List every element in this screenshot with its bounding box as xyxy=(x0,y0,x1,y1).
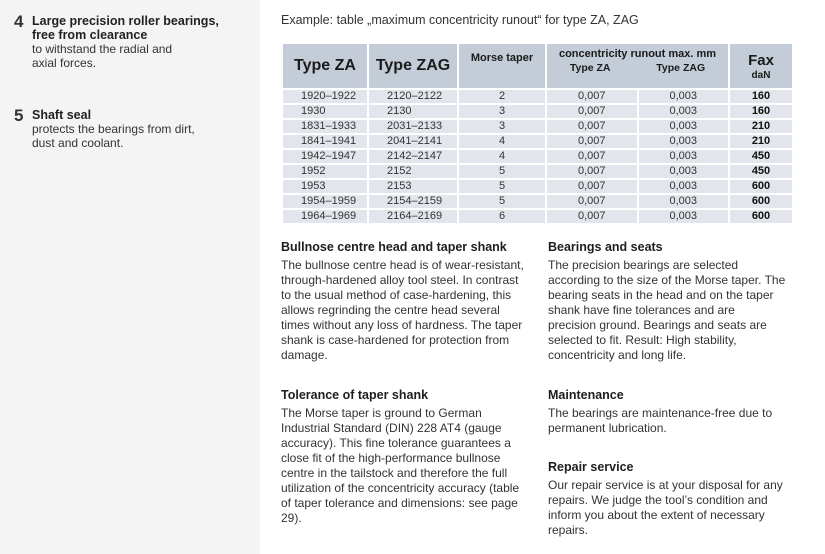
cell-morse-taper: 5 xyxy=(459,165,545,178)
cell-fax: 450 xyxy=(730,165,792,178)
header-concentricity-label: concentricity runout max. mm xyxy=(558,48,717,60)
header-concentricity xyxy=(547,44,728,88)
example-caption: Example: table „maximum concentricity runout“ for type ZA, ZAG xyxy=(281,13,639,27)
cell-type-za: 1831–1933 xyxy=(283,120,367,133)
cell-type-za: 1920–1922 xyxy=(283,90,367,103)
section-text: Our repair service is at your disposal for any repairs. We judge the tool’s condition and inform you about the extent of necessary repairs. xyxy=(548,478,783,537)
cell-fax: 160 xyxy=(730,105,792,118)
cell-runout-zag: 0,003 xyxy=(639,180,729,193)
header-type-zag: Type ZAG xyxy=(369,44,457,88)
feature-desc-line2: axial forces. xyxy=(32,56,97,70)
concentricity-table xyxy=(281,42,794,225)
cell-fax: 600 xyxy=(730,180,792,193)
cell-type-za: 1952 xyxy=(283,165,367,178)
header-fax xyxy=(730,44,792,88)
cell-type-za: 1953 xyxy=(283,180,367,193)
header-morse-taper: Morse taper xyxy=(459,44,545,88)
cell-runout-zag: 0,003 xyxy=(639,135,729,148)
section-title: Maintenance xyxy=(548,388,624,402)
cell-runout-za: 0,007 xyxy=(547,165,637,178)
table-row xyxy=(283,150,792,163)
table-row xyxy=(283,180,792,193)
section-repair xyxy=(548,460,803,538)
feature-4 xyxy=(14,14,244,70)
feature-title-line1: Shaft seal xyxy=(32,108,92,122)
table-row xyxy=(283,135,792,148)
cell-type-zag: 2041–2141 xyxy=(369,135,457,148)
cell-type-zag: 2142–2147 xyxy=(369,150,457,163)
feature-desc-line2: dust and coolant. xyxy=(32,136,124,150)
cell-morse-taper: 3 xyxy=(459,120,545,133)
header-sub-type-zag: Type ZAG xyxy=(656,62,706,74)
cell-type-zag: 2153 xyxy=(369,180,457,193)
cell-type-zag: 2164–2169 xyxy=(369,210,457,223)
cell-runout-za: 0,007 xyxy=(547,210,637,223)
cell-runout-za: 0,007 xyxy=(547,120,637,133)
cell-runout-zag: 0,003 xyxy=(639,90,729,103)
section-text: The bearings are maintenance-free due to permanent lubrication. xyxy=(548,406,773,435)
cell-type-za: 1954–1959 xyxy=(283,195,367,208)
cell-morse-taper: 4 xyxy=(459,135,545,148)
cell-type-zag: 2120–2122 xyxy=(369,90,457,103)
header-fax-label: Fax xyxy=(748,52,774,69)
header-sub-type-za: Type ZA xyxy=(569,62,611,74)
cell-runout-zag: 0,003 xyxy=(639,210,729,223)
cell-morse-taper: 3 xyxy=(459,105,545,118)
cell-runout-zag: 0,003 xyxy=(639,195,729,208)
cell-fax: 600 xyxy=(730,210,792,223)
section-maintenance xyxy=(548,388,796,436)
table-body xyxy=(283,90,792,223)
cell-type-za: 1930 xyxy=(283,105,367,118)
cell-runout-zag: 0,003 xyxy=(639,105,729,118)
section-bearings xyxy=(548,240,786,363)
cell-type-zag: 2154–2159 xyxy=(369,195,457,208)
cell-runout-za: 0,007 xyxy=(547,90,637,103)
cell-type-zag: 2031–2133 xyxy=(369,120,457,133)
table-row xyxy=(283,120,792,133)
section-bullnose xyxy=(281,240,529,363)
table-row xyxy=(283,105,792,118)
left-sidebar-panel xyxy=(0,0,260,554)
cell-runout-za: 0,007 xyxy=(547,105,637,118)
feature-5 xyxy=(14,108,244,150)
cell-runout-zag: 0,003 xyxy=(639,165,729,178)
feature-desc-line1: protects the bearings from dirt, xyxy=(32,122,195,136)
section-text: The bullnose centre head is of wear-resistant, through-hardened alloy tool steel. In contrast to the usual method of case-hardening, this allows regrinding the centre head several times without any loss of hardness. The taper shank is case-hardened for protection from damage. xyxy=(281,258,524,362)
cell-fax: 210 xyxy=(730,120,792,133)
section-title: Bearings and seats xyxy=(548,240,663,254)
table-row xyxy=(283,165,792,178)
cell-runout-za: 0,007 xyxy=(547,195,637,208)
section-text: The precision bearings are selected according to the size of the Morse taper. The bearing seats in the head and on the taper shank have fine tolerances and are precision ground. Bearings and seats are selected to fit. Result: High stability, concentricity and long life. xyxy=(548,258,786,362)
header-fax-unit: daN xyxy=(751,70,771,81)
table-row xyxy=(283,90,792,103)
cell-runout-za: 0,007 xyxy=(547,135,637,148)
cell-runout-za: 0,007 xyxy=(547,150,637,163)
cell-fax: 450 xyxy=(730,150,792,163)
cell-fax: 160 xyxy=(730,90,792,103)
section-title: Tolerance of taper shank xyxy=(281,388,429,402)
table-row xyxy=(283,195,792,208)
section-text: The Morse taper is ground to German Industrial Standard (DIN) 228 AT4 (gauge accuracy). This fine tolerance guarantees a close fit of the high-performance bullnose centre in the tailstock and therefore the full utilization of the concentricity accuracy (table of taper tolerance and dimensions: see page 29). xyxy=(281,406,520,525)
feature-title-line2: free from clearance xyxy=(32,28,148,42)
cell-morse-taper: 4 xyxy=(459,150,545,163)
cell-type-za: 1942–1947 xyxy=(283,150,367,163)
cell-runout-zag: 0,003 xyxy=(639,150,729,163)
cell-type-za: 1964–1969 xyxy=(283,210,367,223)
cell-type-za: 1841–1941 xyxy=(283,135,367,148)
cell-type-zag: 2152 xyxy=(369,165,457,178)
header-type-za: Type ZA xyxy=(283,44,367,88)
cell-morse-taper: 2 xyxy=(459,90,545,103)
section-title: Repair service xyxy=(548,460,634,474)
cell-fax: 210 xyxy=(730,135,792,148)
cell-morse-taper: 5 xyxy=(459,195,545,208)
feature-number: 4 xyxy=(14,12,24,31)
cell-runout-za: 0,007 xyxy=(547,180,637,193)
feature-desc-line1: to withstand the radial and xyxy=(32,42,173,56)
table-row xyxy=(283,210,792,223)
feature-title-line1: Large precision roller bearings, xyxy=(32,14,219,28)
cell-fax: 600 xyxy=(730,195,792,208)
cell-runout-zag: 0,003 xyxy=(639,120,729,133)
cell-morse-taper: 5 xyxy=(459,180,545,193)
section-title: Bullnose centre head and taper shank xyxy=(281,240,507,254)
feature-number: 5 xyxy=(14,106,24,125)
cell-type-zag: 2130 xyxy=(369,105,457,118)
section-tolerance xyxy=(281,388,521,526)
cell-morse-taper: 6 xyxy=(459,210,545,223)
